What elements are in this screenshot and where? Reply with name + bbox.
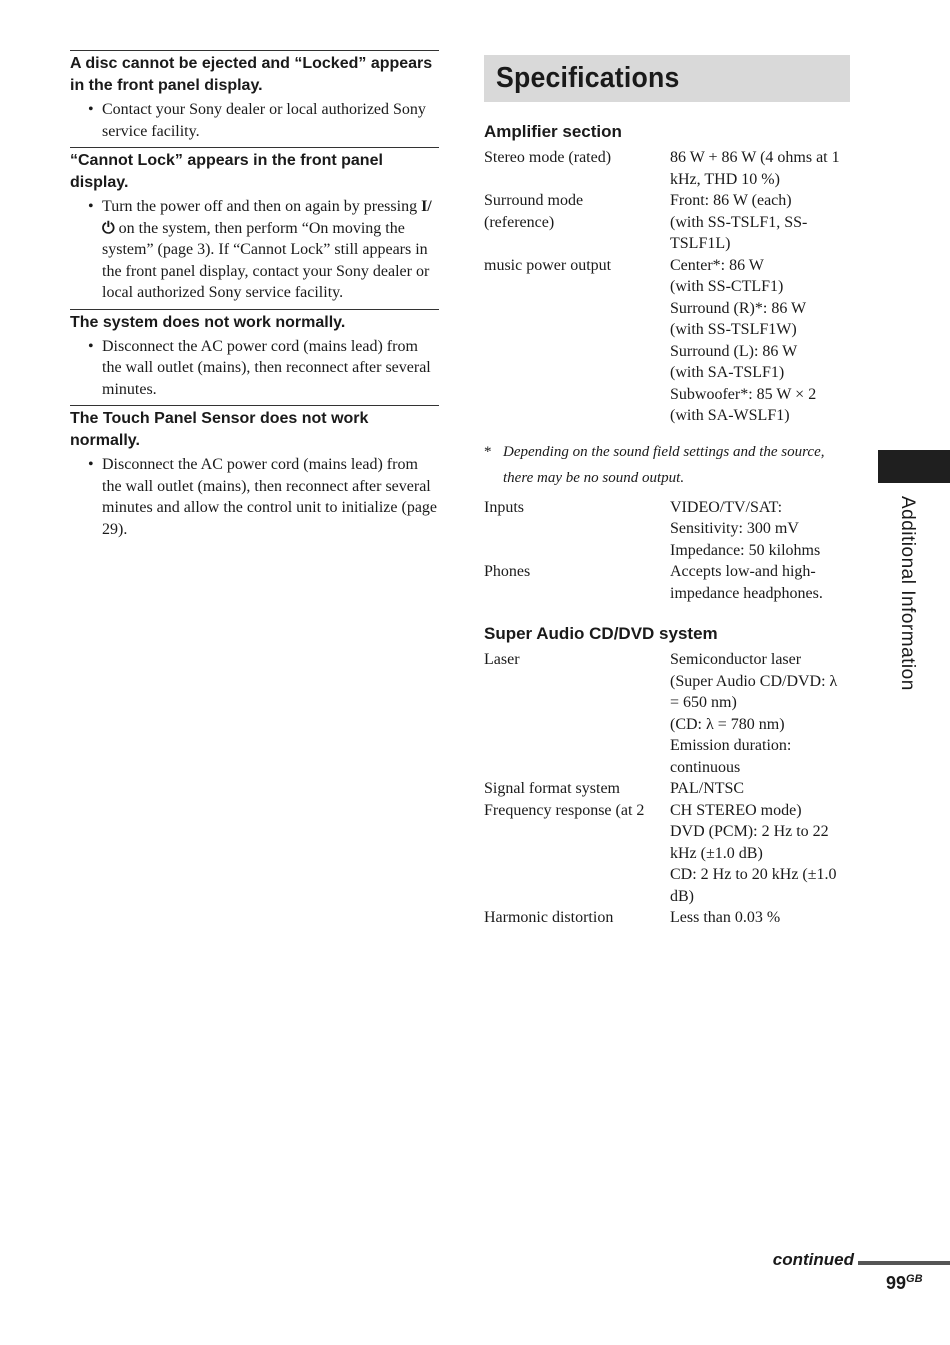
trouble-body — [70, 454, 439, 540]
troubleshooting-column — [70, 50, 439, 545]
page-number-value: 99 — [886, 1273, 907, 1293]
trouble-heading: A disc cannot be ejected and “Locked” appears in the front panel display. — [70, 55, 433, 94]
spec-label — [484, 714, 670, 736]
continued-rule — [858, 1261, 950, 1265]
spec-value: Semiconductor laser — [670, 651, 802, 668]
continued-indicator — [700, 1250, 950, 1274]
spec-label — [484, 518, 670, 540]
spec-row — [484, 341, 850, 363]
spec-row — [484, 649, 850, 671]
spec-row — [484, 714, 850, 736]
power-icon: I/⏻ — [102, 198, 432, 237]
trouble-heading: The system does not work normally. — [70, 313, 346, 331]
spec-row — [484, 190, 850, 212]
trouble-item-not-working — [70, 309, 439, 401]
spec-value: Less than 0.03 % — [670, 909, 781, 926]
side-tab-label: Additional Information — [897, 496, 918, 691]
sacd-section-heading: Super Audio CD/DVD system — [484, 624, 718, 643]
spec-label: Harmonic distortion — [484, 909, 614, 926]
spec-row — [484, 800, 850, 822]
trouble-text: Disconnect the AC power cord (mains lead) from the wall outlet (mains), then reconnect after several minutes and allow the control unit to initialize (page 29). — [102, 456, 438, 538]
trouble-item-disc-locked — [70, 50, 439, 142]
trouble-heading: “Cannot Lock” appears in the front panel display. — [70, 152, 383, 191]
spec-label — [484, 671, 670, 714]
spec-row — [484, 255, 850, 277]
spec-row — [484, 561, 850, 604]
trouble-item-touch-panel — [70, 405, 439, 540]
spec-label — [484, 276, 670, 298]
spec-label — [484, 405, 670, 427]
spec-row — [484, 778, 850, 800]
spec-label — [484, 384, 670, 406]
trouble-body — [70, 336, 439, 401]
spec-value: CH STEREO mode) — [670, 801, 802, 819]
spec-label — [484, 821, 670, 864]
spec-value: Surround (R)*: 86 W — [670, 299, 807, 317]
spec-row — [484, 384, 850, 406]
inputs-spec-table — [484, 497, 850, 605]
amplifier-spec-table — [484, 147, 850, 427]
spec-label: Signal format system — [484, 780, 620, 797]
spec-row — [484, 864, 850, 907]
spec-label — [484, 319, 670, 341]
trouble-text: Contact your Sony dealer or local authorized Sony service facility. — [102, 101, 426, 140]
spec-row — [484, 907, 850, 929]
page-number — [886, 1273, 923, 1294]
specifications-column — [484, 55, 850, 929]
spec-label: Inputs — [484, 498, 524, 516]
spec-value: Impedance: 50 kilohms — [670, 541, 821, 559]
footnote — [484, 439, 850, 491]
spec-value: Emission duration: continuous — [670, 737, 792, 776]
spec-label: Laser — [484, 651, 520, 668]
spec-value: Front: 86 W (each) — [670, 192, 792, 209]
spec-label: music power output — [484, 256, 612, 274]
spec-row — [484, 518, 850, 540]
spec-label — [484, 341, 670, 363]
spec-row — [484, 821, 850, 864]
spec-row — [484, 671, 850, 714]
spec-row — [484, 212, 850, 255]
footnote-mark: * — [484, 443, 492, 460]
spec-value: (with SA-TSLF1) — [670, 364, 785, 381]
spec-value: VIDEO/TV/SAT: — [670, 498, 783, 516]
spec-value: DVD (PCM): 2 Hz to 22 kHz (±1.0 dB) — [670, 823, 829, 862]
bullet: • — [88, 337, 94, 355]
trouble-heading: The Touch Panel Sensor does not work normally. — [70, 410, 369, 449]
spec-label — [484, 864, 670, 907]
spec-value: CD: 2 Hz to 20 kHz (±1.0 dB) — [670, 866, 837, 905]
trouble-body — [70, 99, 439, 142]
spec-row — [484, 147, 850, 190]
footnote-text: Depending on the sound field settings and the source, there may be no sound output. — [503, 443, 825, 486]
spec-value: 86 W + 86 W (4 ohms at 1 kHz, THD 10 %) — [670, 149, 840, 188]
spec-label: Stereo mode (rated) — [484, 149, 612, 166]
page-number-suffix: GB — [906, 1273, 923, 1285]
spec-label — [484, 540, 670, 562]
spec-row — [484, 362, 850, 384]
spec-value: PAL/NTSC — [670, 780, 745, 797]
trouble-text-suffix: on the system, then perform “On moving the system” (page 3). If “Cannot Lock” still appears in the front panel display, contact your Sony dealer or local authorized Sony service facility. — [102, 219, 430, 301]
spec-value: (CD: λ = 780 nm) — [670, 715, 785, 733]
spec-value: (with SA-WSLF1) — [670, 407, 790, 424]
spec-value: Subwoofer*: 85 W × 2 — [670, 385, 817, 403]
spec-label — [484, 735, 670, 778]
spec-row — [484, 319, 850, 341]
side-tab-marker — [878, 450, 950, 483]
spec-row — [484, 540, 850, 562]
trouble-text-prefix: Turn the power off and then on again by pressing — [102, 198, 422, 215]
spec-label: Phones — [484, 563, 531, 580]
spec-row — [484, 405, 850, 427]
continued-label: continued — [772, 1250, 854, 1269]
sacd-spec-table — [484, 649, 850, 929]
spec-value: Center*: 86 W — [670, 256, 764, 274]
spec-row — [484, 497, 850, 519]
spec-label — [484, 362, 670, 384]
trouble-body — [70, 196, 439, 304]
page-title: Specifications — [496, 62, 680, 94]
spec-value: Accepts low-and high-impedance headphones. — [670, 563, 823, 602]
spec-row — [484, 276, 850, 298]
trouble-text: Disconnect the AC power cord (mains lead) from the wall outlet (mains), then reconnect after several minutes. — [102, 337, 431, 398]
bullet: • — [88, 101, 94, 118]
spec-value: (with SS-TSLF1, SS-TSLF1L) — [670, 213, 808, 252]
bullet: • — [88, 456, 94, 473]
spec-row — [484, 735, 850, 778]
spec-value: (Super Audio CD/DVD: λ = 650 nm) — [670, 672, 838, 711]
amplifier-section-heading: Amplifier section — [484, 122, 622, 141]
spec-row — [484, 298, 850, 320]
spec-label: Frequency response (at 2 — [484, 801, 645, 819]
spec-label: (reference) — [484, 213, 555, 231]
spec-value: (with SS-TSLF1W) — [670, 321, 797, 338]
bullet: • — [88, 198, 94, 215]
spec-value: Surround (L): 86 W — [670, 342, 798, 360]
spec-value: Sensitivity: 300 mV — [670, 520, 799, 537]
spec-label: Surround mode — [484, 192, 584, 209]
specifications-banner — [484, 55, 850, 102]
spec-value: (with SS-CTLF1) — [670, 278, 784, 295]
spec-label — [484, 298, 670, 320]
trouble-item-cannot-lock — [70, 147, 439, 304]
